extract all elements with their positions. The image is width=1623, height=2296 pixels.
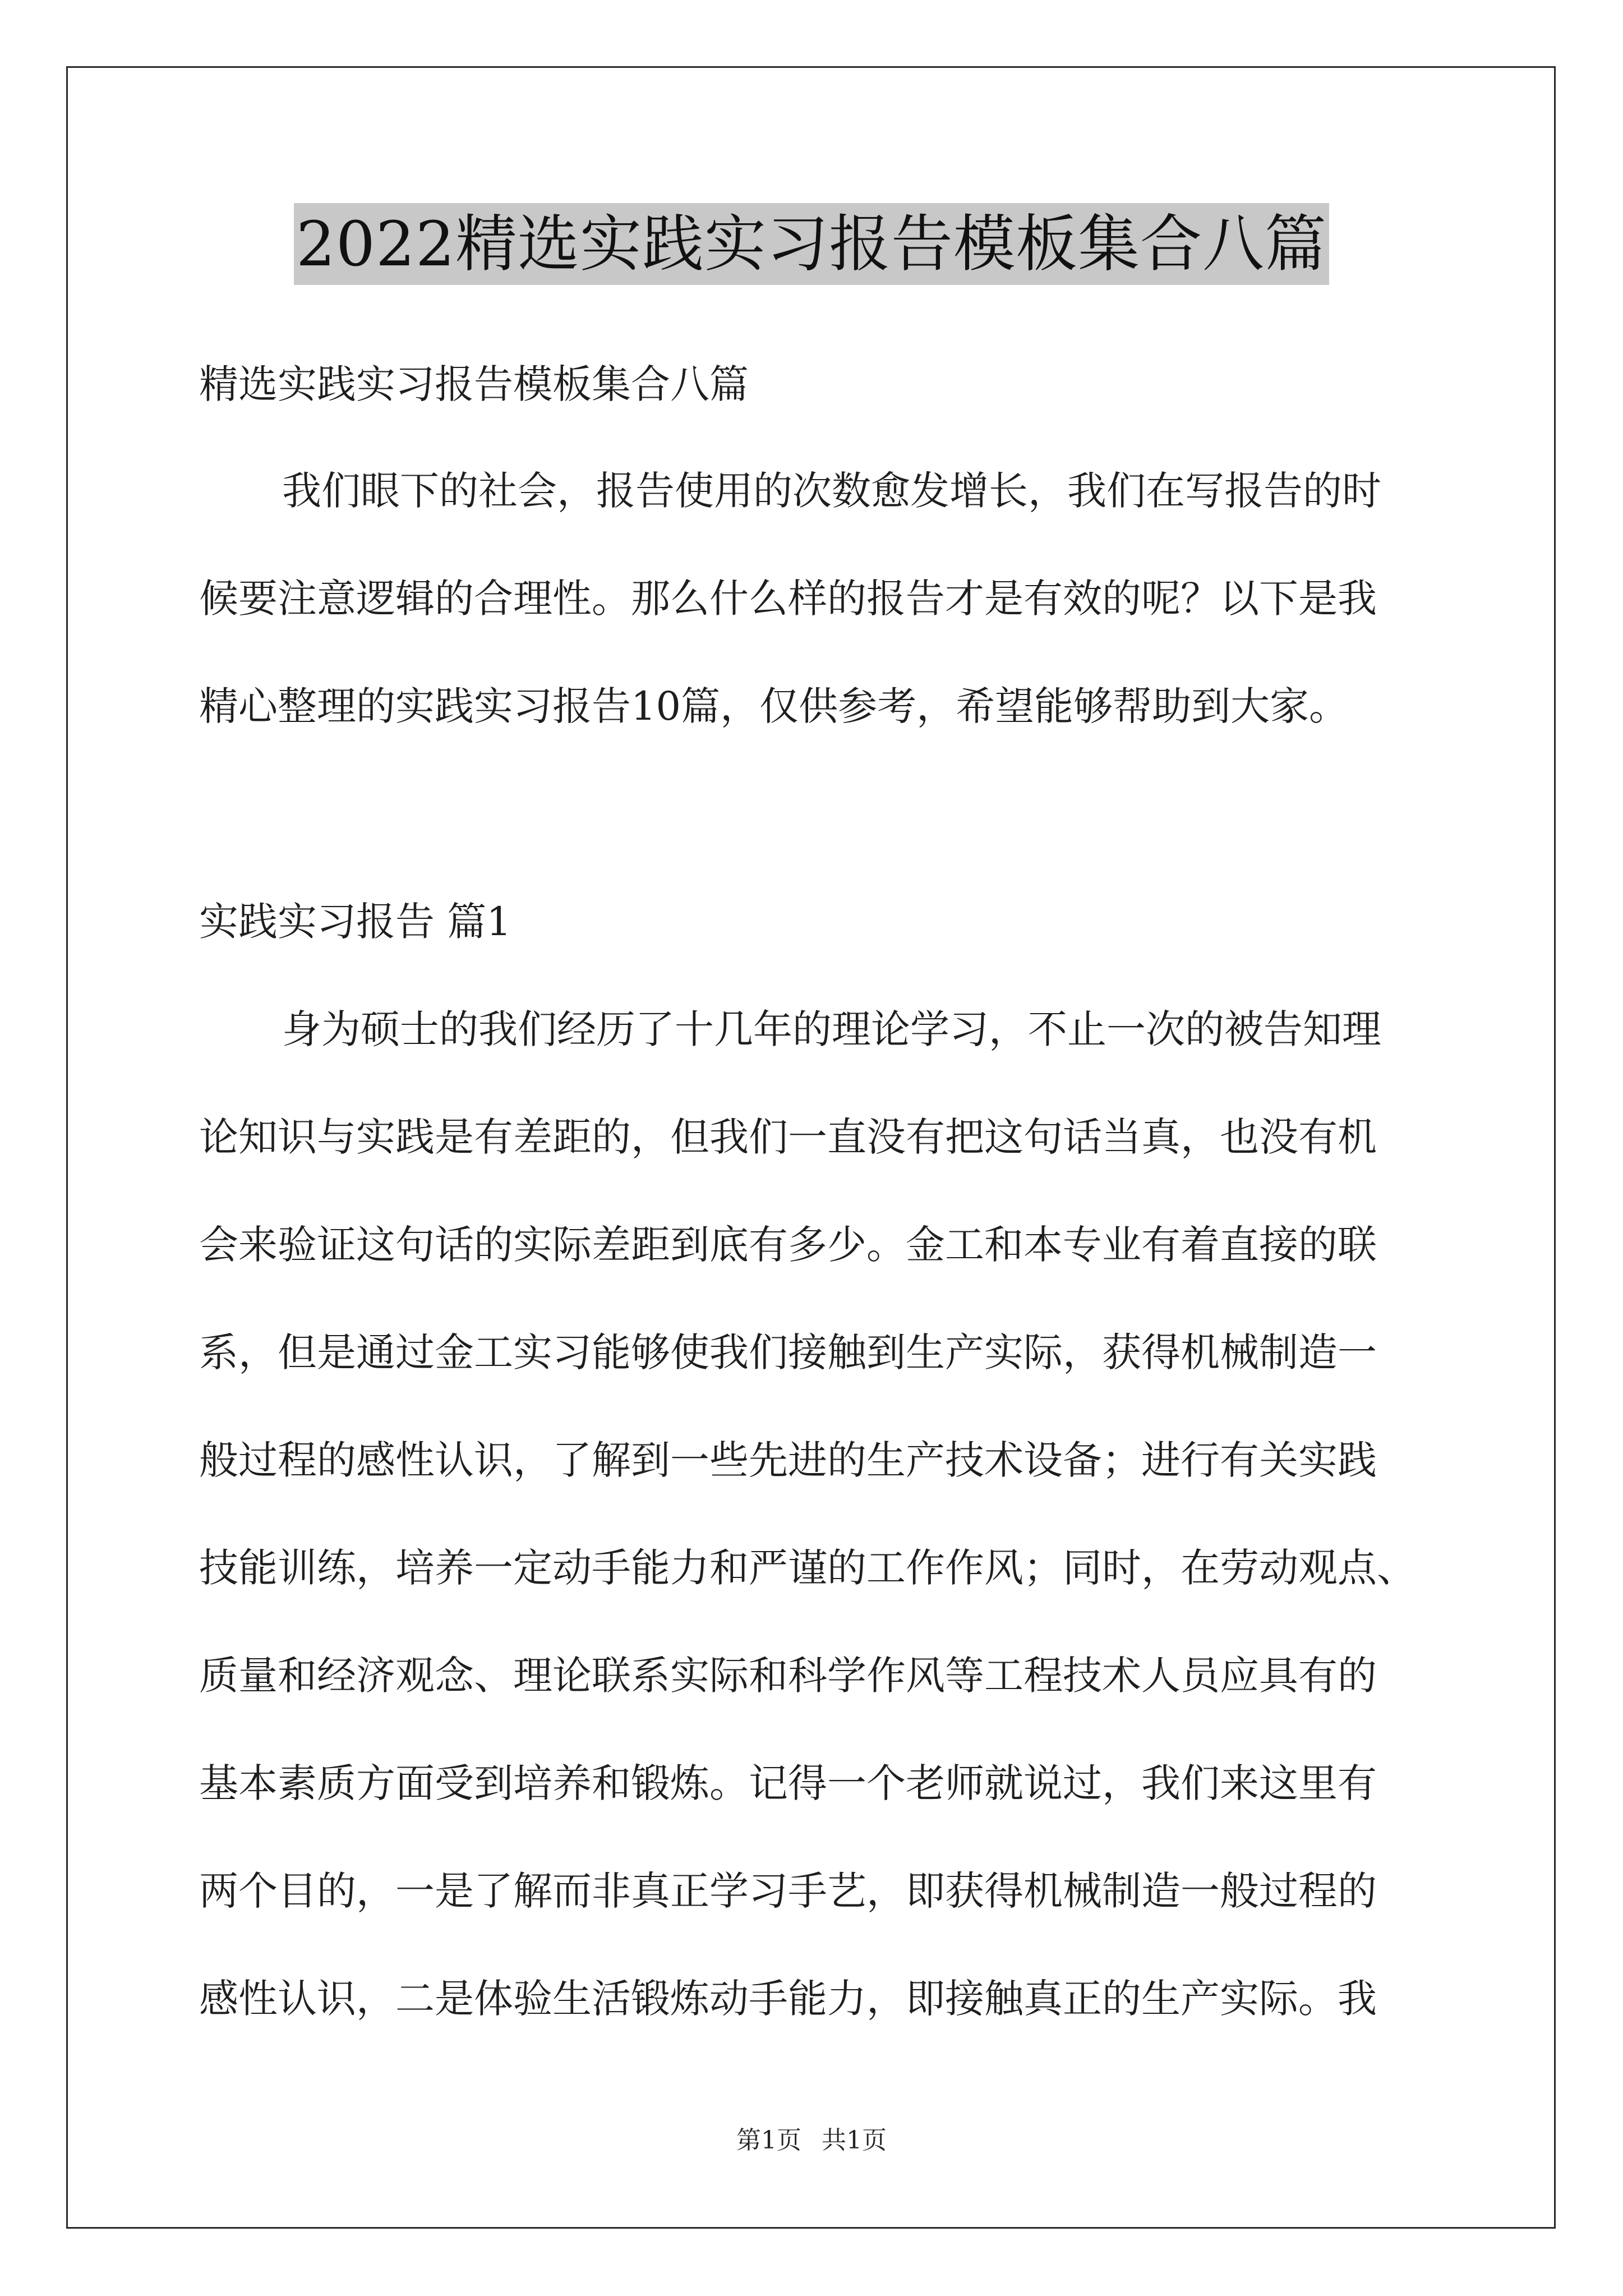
section-heading: 实践实习报告 篇1 xyxy=(199,899,511,945)
section-line-1: 身为硕士的我们经历了十几年的理论学习，不止一次的被告知理 xyxy=(282,1006,1381,1052)
page-total: 共1页 xyxy=(822,2126,887,2155)
section-line-4: 系，但是通过金工实习能够使我们接触到生产实际，获得机械制造一 xyxy=(199,1329,1377,1375)
intro-line-3: 精心整理的实践实习报告10篇，仅供参考，希望能够帮助到大家。 xyxy=(199,683,1349,729)
page-number: 第1页 xyxy=(736,2126,801,2155)
section-line-5: 般过程的感性认识，了解到一些先进的生产技术设备；进行有关实践 xyxy=(199,1437,1377,1483)
section-line-10: 感性认识，二是体验生活锻炼动手能力，即接触真正的生产实际。我 xyxy=(199,1976,1377,2022)
section-line-8: 基本素质方面受到培养和锻炼。记得一个老师就说过，我们来这里有 xyxy=(199,1760,1377,1806)
section-line-2: 论知识与实践是有差距的，但我们一直没有把这句话当真，也没有机 xyxy=(199,1114,1377,1160)
section-line-6: 技能训练，培养一定动手能力和严谨的工作作风；同时，在劳动观点、 xyxy=(199,1545,1416,1591)
section-line-3: 会来验证这句话的实际差距到底有多少。金工和本专业有着直接的联 xyxy=(199,1222,1377,1268)
section-line-9: 两个目的，一是了解而非真正学习手艺，即获得机械制造一般过程的 xyxy=(199,1868,1377,1914)
intro-line-2: 候要注意逻辑的合理性。那么什么样的报告才是有效的呢？以下是我 xyxy=(199,576,1377,622)
section-line-7: 质量和经济观念、理论联系实际和科学作风等工程技术人员应具有的 xyxy=(199,1653,1377,1699)
document-title: 2022精选实践实习报告模板集合八篇 xyxy=(294,203,1329,285)
document-subtitle: 精选实践实习报告模板集合八篇 xyxy=(199,361,749,407)
page-footer xyxy=(0,2125,1623,2156)
title-container xyxy=(0,203,1623,285)
intro-line-1: 我们眼下的社会，报告使用的次数愈发增长，我们在写报告的时 xyxy=(282,468,1381,514)
